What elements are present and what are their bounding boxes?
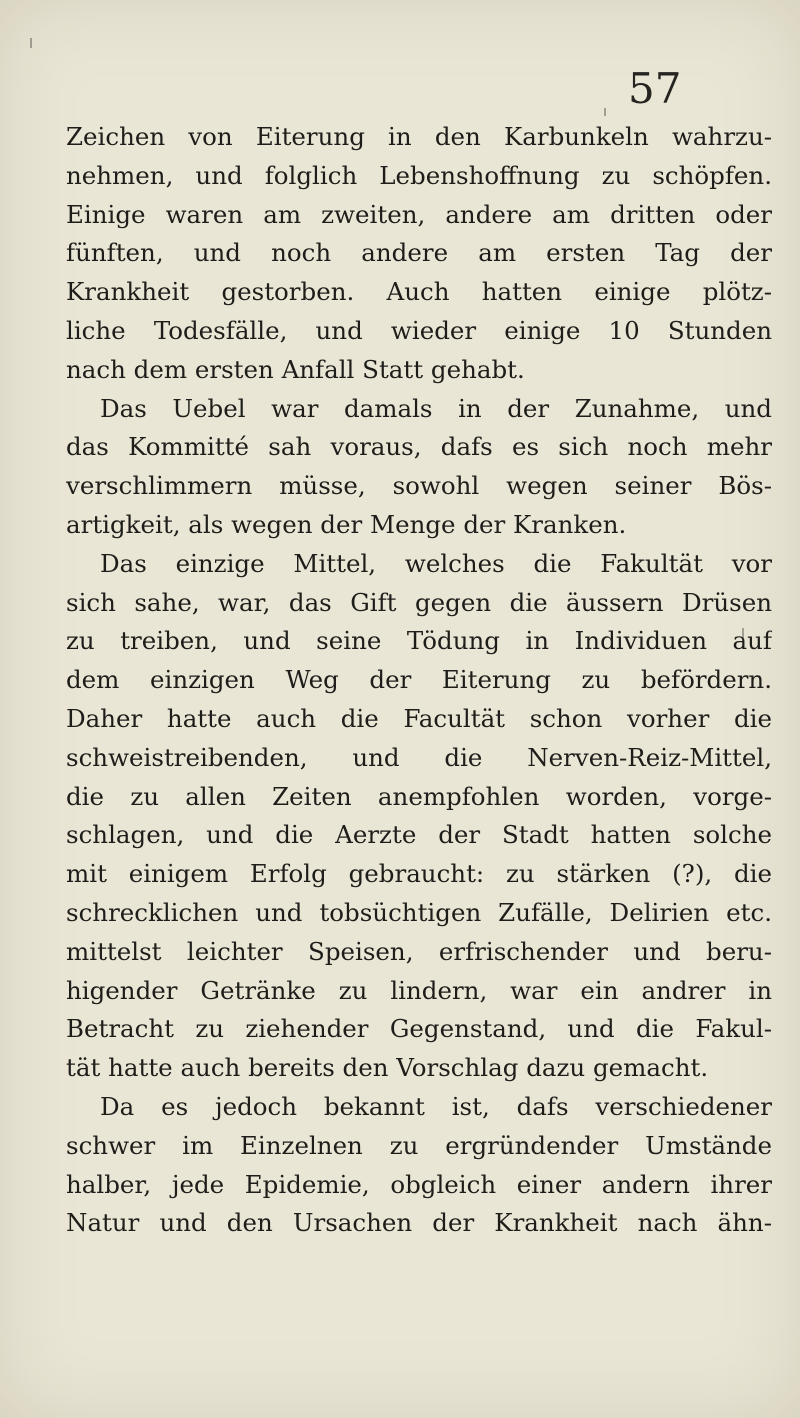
text-line: Betracht zu ziehender Gegenstand, und die Fakul-	[66, 1014, 772, 1044]
text-line: das Kommitté sah voraus, dafs es sich noch mehr	[66, 432, 772, 462]
text-line: dem einzigen Weg der Eiterung zu befördern.	[66, 665, 772, 695]
text-line: schlagen, und die Aerzte der Stadt hatten solche	[66, 820, 772, 850]
text-line: nehmen, und folglich Lebenshoffnung zu schöpfen.	[66, 160, 772, 190]
page-number: 57	[628, 64, 682, 113]
text-line: Zeichen von Eiterung in den Karbunkeln wahrzu-	[66, 122, 772, 151]
text-line: Das Uebel war damals in der Zunahme, und	[100, 393, 772, 423]
text-line: Das einzige Mittel, welches die Fakultät vor	[100, 548, 772, 578]
text-line: tät hatte auch bereits den Vorschlag dazu gemacht.	[66, 1053, 709, 1083]
text-line: nach dem ersten Anfall Statt gehabt.	[66, 354, 525, 384]
text-line: Einige waren am zweiten, andere am dritten oder	[66, 199, 772, 229]
body-text	[66, 118, 772, 1243]
text-line: zu treiben, und seine Tödung in Individuen auf	[66, 626, 772, 656]
text-line: schwer im Einzelnen zu ergründender Umstände	[66, 1130, 772, 1160]
text-line: sich sahe, war, das Gift gegen die äussern Drüsen	[66, 587, 772, 617]
text-line: mit einigem Erfolg gebraucht: zu stärken (?), die	[66, 859, 772, 889]
text-line: halber, jede Epidemie, obgleich einer andern ihrer	[66, 1169, 772, 1199]
text-line: higender Getränke zu lindern, war ein andrer in	[66, 975, 772, 1005]
text-line: Da es jedoch bekannt ist, dafs verschiedener	[100, 1091, 772, 1121]
text-line: fünften, und noch andere am ersten Tag der	[66, 238, 772, 268]
text-line: Krankheit gestorben. Auch hatten einige plötz-	[66, 277, 772, 307]
text-line: schrecklichen und tobsüchtigen Zufälle, Delirien etc.	[66, 897, 772, 927]
text-line: verschlimmern müsse, sowohl wegen seiner Bös-	[66, 471, 772, 501]
text-line: schweistreibenden, und die Nerven-Reiz-Mittel,	[66, 742, 772, 772]
text-line: liche Todesfälle, und wieder einige 10 Stunden	[66, 315, 772, 345]
text-line: die zu allen Zeiten anempfohlen worden, vorge-	[66, 781, 772, 811]
text-line: mittelst leichter Speisen, erfrischender und beru-	[66, 936, 772, 966]
paper-speck	[30, 38, 32, 48]
text-line: Natur und den Ursachen der Krankheit nach ähn-	[66, 1208, 772, 1238]
text-line: Daher hatte auch die Facultät schon vorher die	[66, 703, 772, 733]
text-line: artigkeit, als wegen der Menge der Kranken.	[66, 509, 627, 539]
paper-speck	[604, 108, 606, 116]
